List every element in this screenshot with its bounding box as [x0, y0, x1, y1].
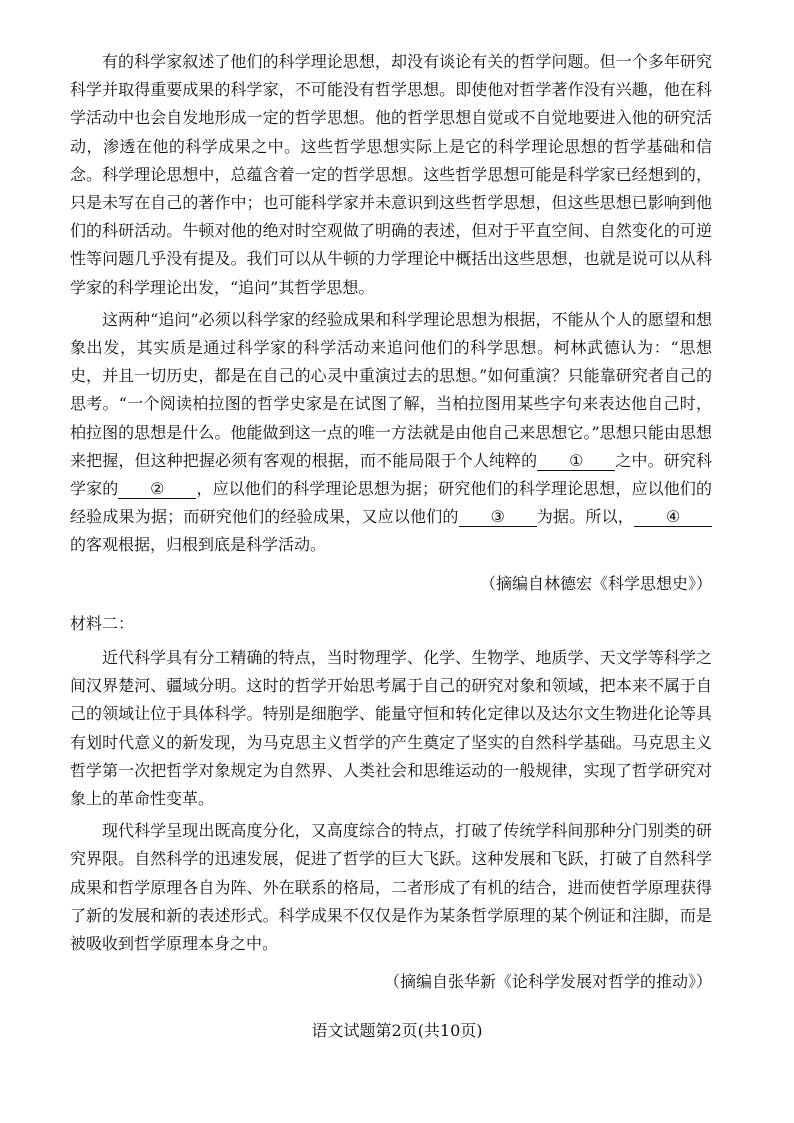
fill-blank-3: ③: [459, 508, 537, 527]
material2-heading: 材料二：: [70, 613, 135, 633]
material1-paragraph-2: [70, 306, 712, 560]
material2-paragraph-1: 近代科学具有分工精确的特点，当时物理学、化学、生物学、地质学、天文学等科学之间汉界楚河、疆域分明。这时的哲学开始思考属于自己的研究对象和领域，把本来不属于自己的领域让位于具体科学。特别是细胞学、能量守恒和转化定律以及达尔文生物进化论等具有划时代意义的新发现，为马克思主义哲学的产生奠定了坚实的自然科学基础。马克思主义哲学第一次把哲学对象规定为自然界、人类社会和思维运动的一般规律，实现了哲学研究对象上的革命性变革。: [70, 648, 712, 809]
fill-blank-4: ④: [634, 508, 712, 527]
fill-blank-2: ②: [118, 480, 196, 499]
material2-paragraph-2: 现代科学呈现出既高度分化，又高度综合的特点，打破了传统学科间那种分门别类的研究界限。自然科学的迅速发展，促进了哲学的巨大飞跃。这种发展和飞跃，打破了自然科学成果和哲学原理各自为阵、外在联系的格局，二者形成了有机的结合，进而使哲学原理获得了新的发展和新的表述形式。科学成果不仅仅是作为某条哲学原理的某个例证和注脚，而是被吸收到哲学原理本身之中。: [70, 821, 712, 954]
paragraph-text: 的客观根据，归根到底是科学活动。: [70, 535, 327, 555]
source-citation-1: （摘编自林德宏《科学思想史》）: [479, 573, 712, 593]
page-footer: 语文试题第2页(共10页): [311, 1021, 483, 1040]
source-citation-2: （摘编自张华新《论科学发展对哲学的推动》）: [383, 972, 712, 992]
exam-page: [70, 48, 712, 997]
paragraph-text: 之中。研究科学家的: [70, 450, 712, 499]
paragraph-text: 这两种“追问”必须以科学家的经验成果和科学理论思想为根据，不能从个人的愿望和想象出发，其实质是通过科学家的科学活动来追问他们的科学思想。柯林武德认为：“思想史，并且一切历史，都是在自己的心灵中重演过去的思想。”如何重演？只能靠研究者自己的思考。“一个阅读柏拉图的哲学史家是在试图了解，当柏拉图用某些字句来表达他自己时，柏拉图的思想是什么。他能做到这一点的唯一方法就是由他自己来思想它。”思想只能由思想来把握，但这种把握必须有客观的根据，而不能局限于个人纯粹的: [70, 309, 712, 470]
paragraph-text: ，应以他们的科学理论思想为据；研究他们的科学理论思想，应以他们的经验成果为据；而研究他们的经验成果，又应以他们的: [70, 479, 712, 527]
fill-blank-1: ①: [537, 452, 615, 471]
material1-paragraph-1: 有的科学家叙述了他们的科学理论思想，却没有谈论有关的哲学问题。但一个多年研究科学并取得重要成果的科学家，不可能没有哲学思想。即使他对哲学著作没有兴趣，他在科学活动中也会自发地形成一定的哲学思想。他的哲学思想自觉或不自觉地要进入他的研究活动，渗透在他的科学成果之中。这些哲学思想实际上是它的科学理论思想的哲学基础和信念。科学理论思想中，总蕴含着一定的哲学思想。这些哲学思想可能是科学家已经想到的，只是未写在自己的著作中；也可能科学家并未意识到这些哲学思想，但这些思想已影响到他们的科研活动。牛顿对他的绝对时空观做了明确的表述，但对于平直空间、自然变化的可逆性等问题几乎没有提及。我们可以从牛顿的力学理论中概括出这些思想，也就是说可以从科学家的科学理论出发，“追问”其哲学思想。: [70, 52, 712, 297]
paragraph-text: 为据。所以，: [536, 507, 634, 527]
